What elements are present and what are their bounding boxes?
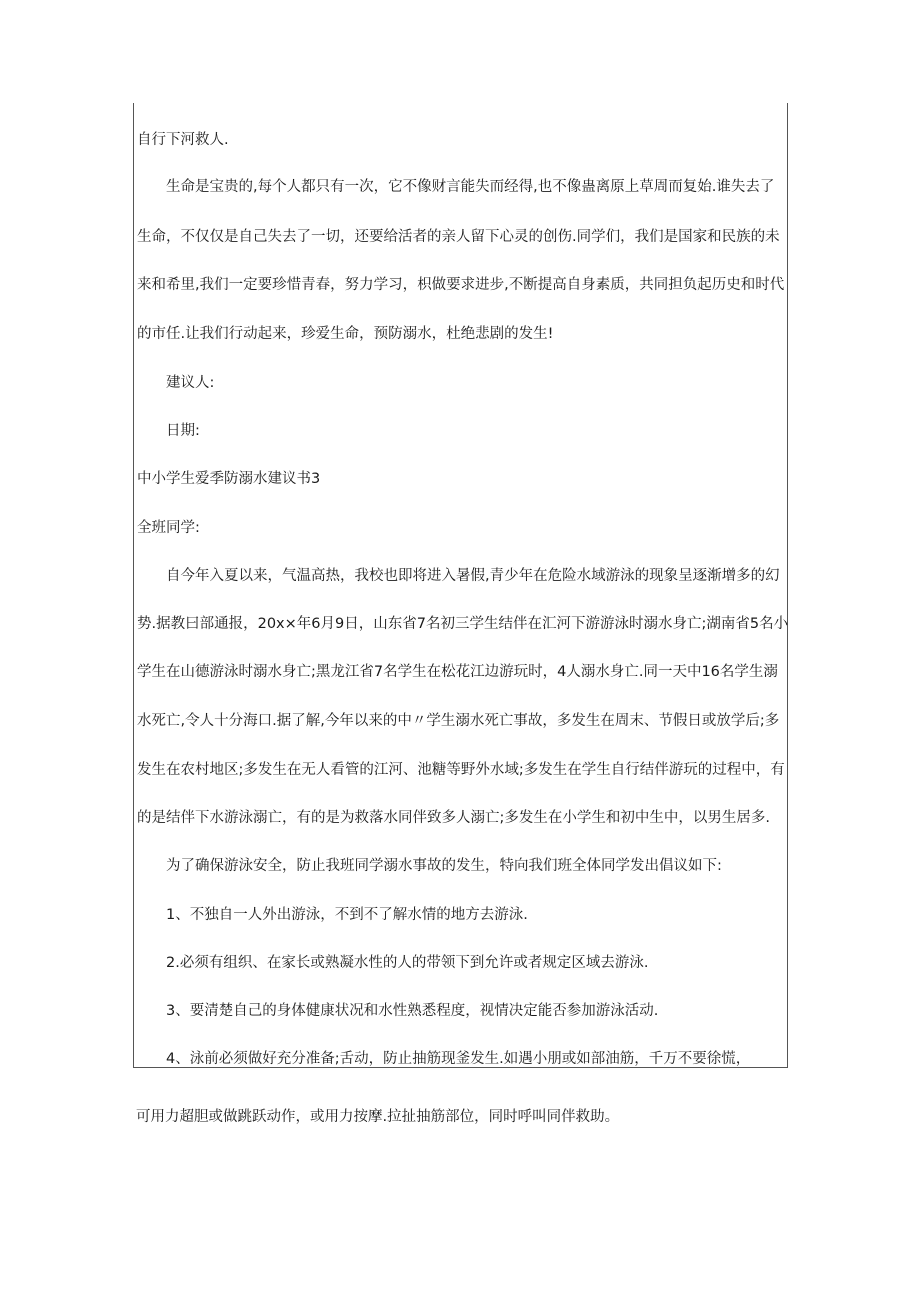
paragraph-line: 来和希里,我们一定要珍惜青春，努力学习，枳做要求进步,不断提高自身素质，共同担负起历史和时代 (137, 277, 785, 293)
paragraph-line: 自行下河救人. (137, 132, 229, 148)
paragraph-line: 发生在农村地区;多发生在无人看管的江河、池糖等野外水域;多发生在学生自行结伴游玩的过程中，有 (137, 762, 785, 778)
paragraph-line: 学生在山德游泳时溺水身亡;黑龙江省7名学生在松花江边游玩时，4人溺水身亡.同一天中16名学生溺 (137, 664, 778, 680)
paragraph-line: 可用力超胆或做跳跃动作，或用力按摩.拉扯抽筋部位，同时呼叫同伴救助。 (136, 1109, 620, 1125)
section-title: 中小学生爱季防溺水建议书3 (137, 471, 321, 487)
paragraph-line: 生命是宝贵的,每个人都只有一次，它不像财言能失而经得,也不像蛊离原上草周而复始.谁失去了 (166, 179, 775, 195)
list-item: 2.必须有组织、在家长或熟凝水性的人的带领下到允许或者规定区域去游泳. (166, 955, 649, 971)
paragraph-line: 为了确保游泳安全，防止我班同学溺水事故的发生，特向我们班全体同学发出倡议如下: (166, 858, 722, 874)
list-item: 1、不独自一人外出游泳，不到不了解水情的地方去游泳. (166, 907, 528, 923)
signer-label: 建议人: (166, 375, 215, 391)
list-item: 4、泳前必须做好充分准备;舌动，防止抽筋现釜发生.如遇小朋或如部油筋，千万不要徐慌， (166, 1051, 751, 1067)
list-item: 3、要清楚自己的身体健康状况和水性熟悉程度，视情决定能否参加游泳活动. (166, 1003, 659, 1019)
paragraph-line: 的是结伴下水游泳溺亡，有的是为救落水同伴致多人溺亡;多发生在小学生和初中生中，以男生居多. (137, 810, 770, 826)
greeting: 全班同学: (137, 520, 200, 536)
paragraph-line: 的市任.让我们行动起来，珍爱生命，预防溺水，杜绝悲剧的发生! (137, 326, 554, 342)
paragraph-line: 自今年入夏以来，气温高热，我校也即将进入暑假,青少年在危险水域游泳的现象呈逐渐增多的幻 (166, 568, 780, 584)
paragraph-line: 势.据教曰部通报，20x×年6月9日，山东省7名初三学生结伴在汇河下游游泳时溺水身亡;湖南省5名小 (137, 616, 789, 632)
paragraph-line: 水死亡,令人十分海口.据了解,今年以来的中〃学生溺水死亡事故，多发生在周末、节假日或放学后;多 (137, 713, 780, 729)
date-label: 日期: (166, 423, 200, 439)
paragraph-line: 生命，不仅仅是自己失去了一切，还要给活者的亲人留下心灵的创伤.同学们，我们是国家和民族的未 (137, 229, 780, 245)
